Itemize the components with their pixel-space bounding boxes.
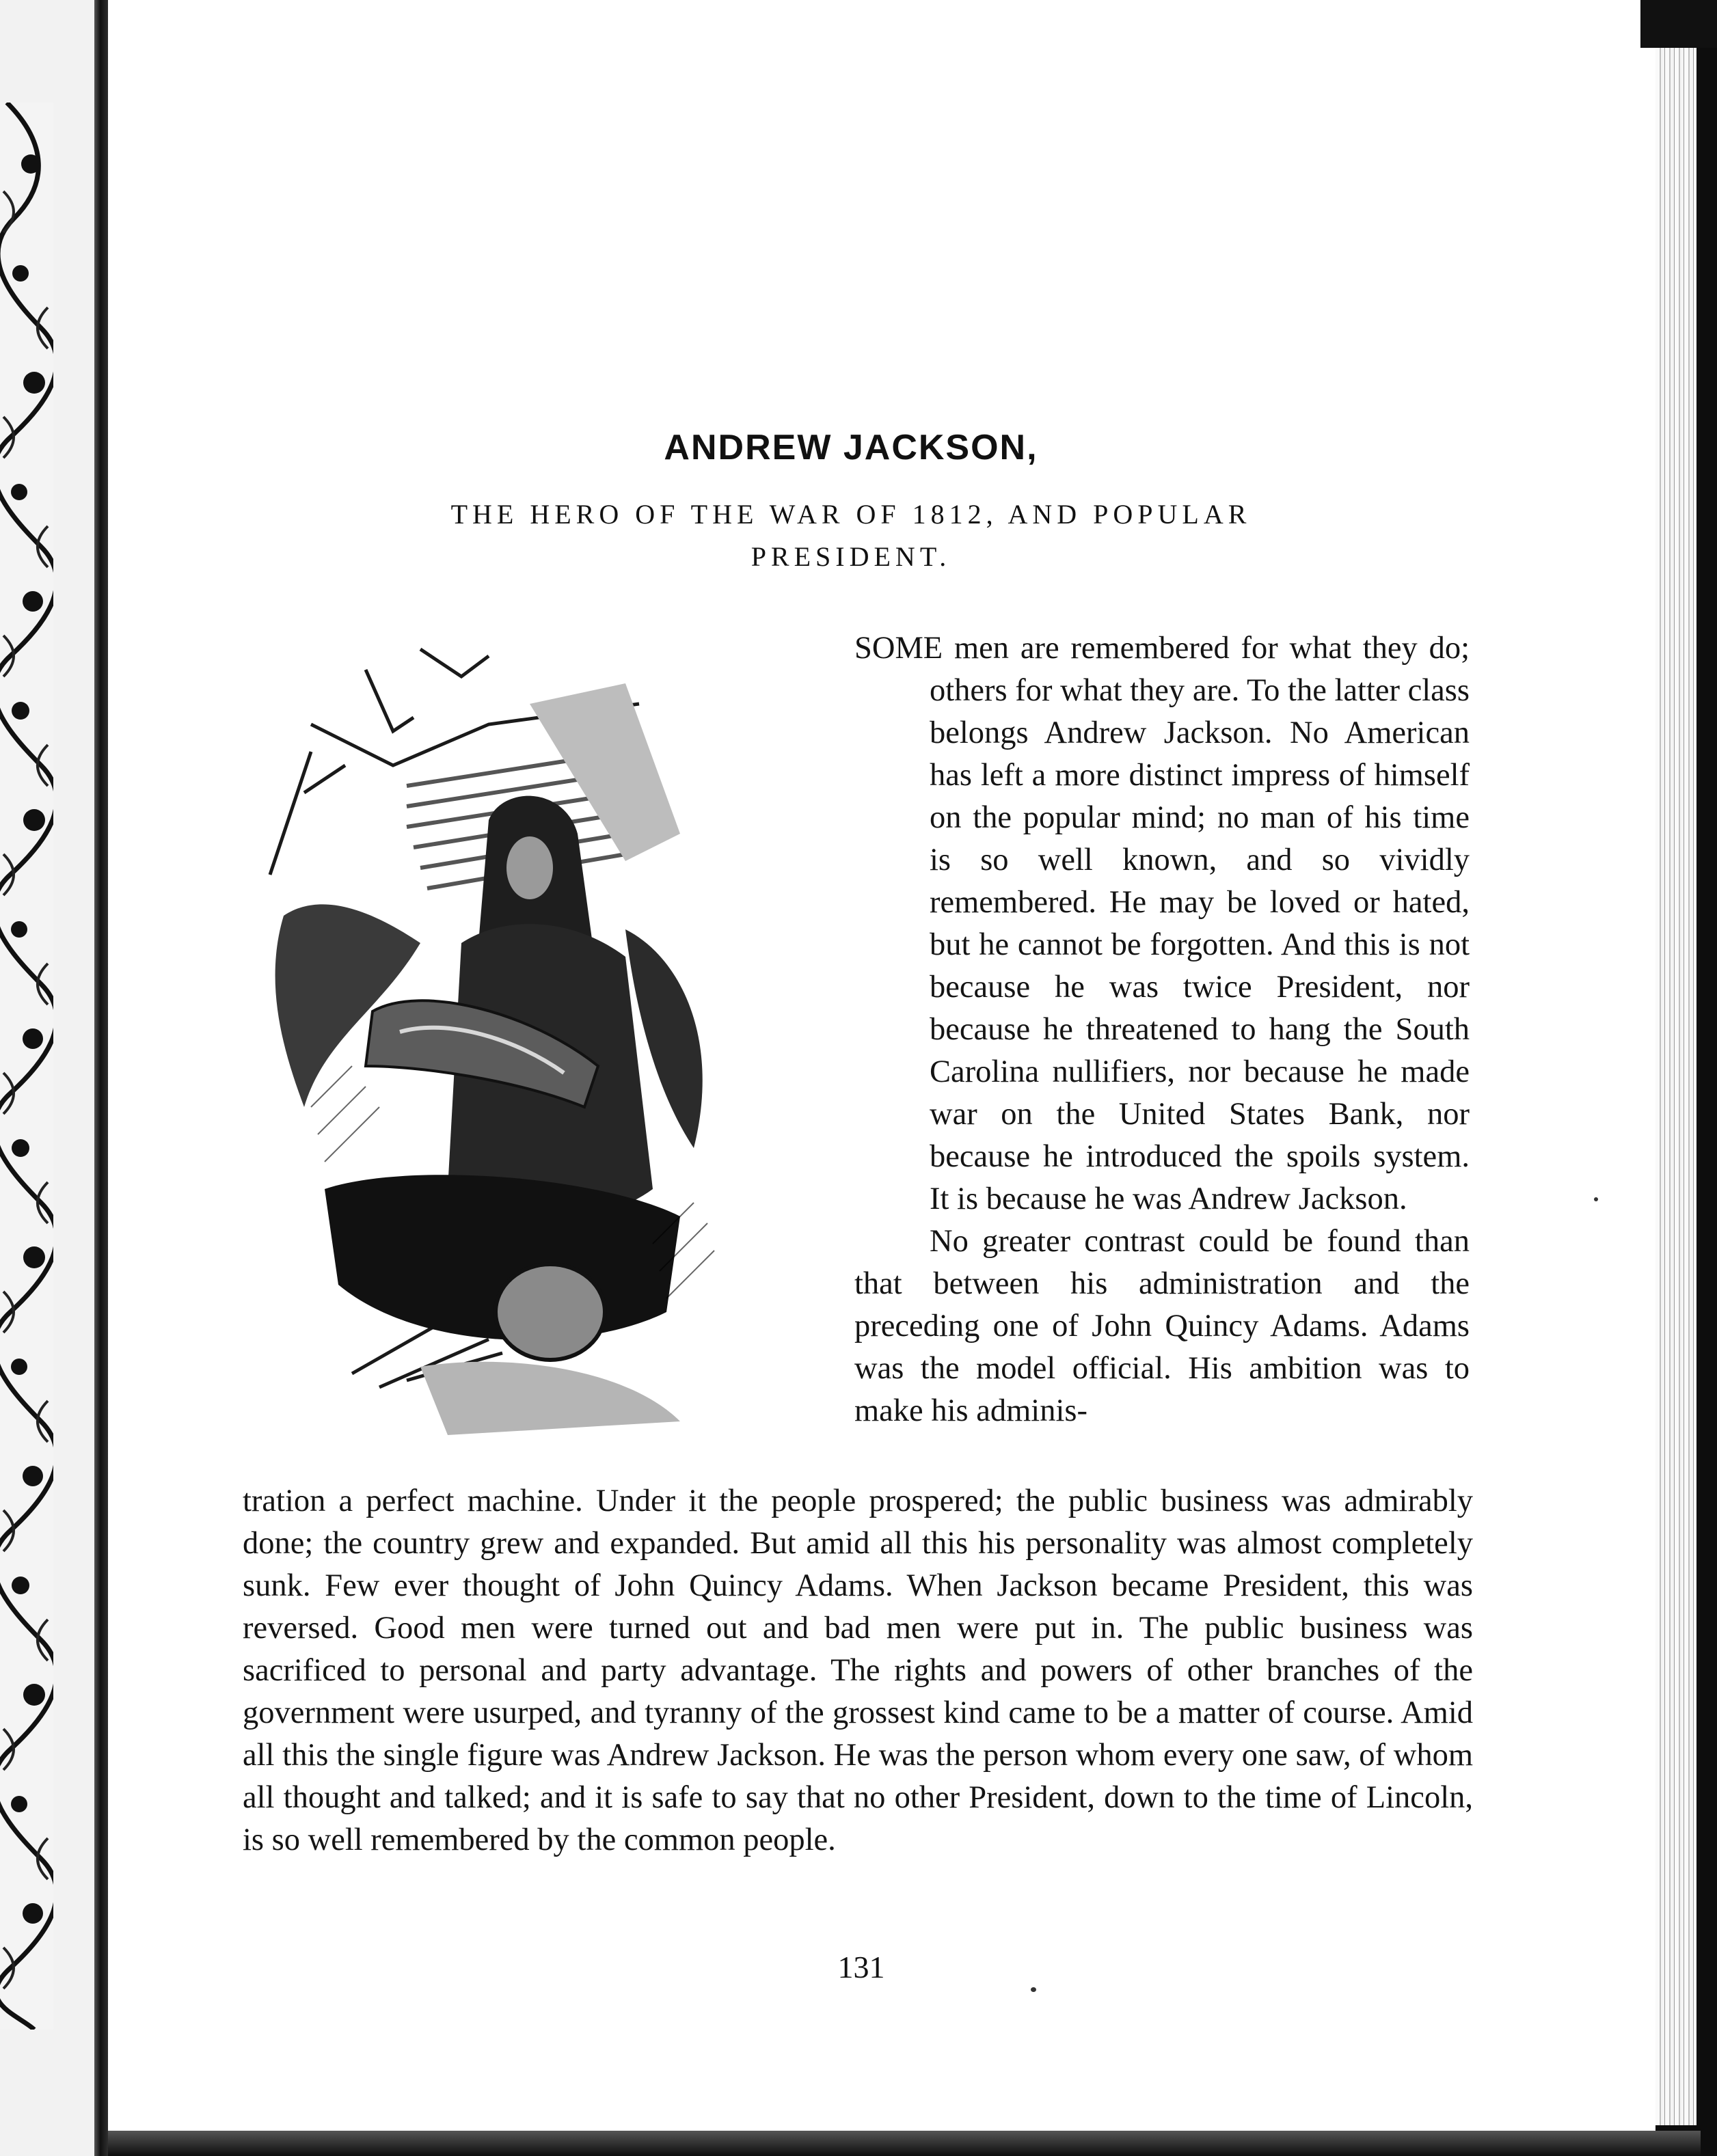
chapter-subtitle [287,493,1415,578]
page-number: 131 [837,1950,885,1984]
facing-page [0,0,103,2156]
right-column-text [854,627,1470,1432]
woman-with-cradle-engraving-icon [243,629,776,1449]
ornamental-border-icon [0,103,53,2030]
paragraph-2-continuation: tration a perfect machine. Under it the people prospered; the public business was admirably done; the country grew and expanded. But amid all this his personality was almost completely sunk. Few ever thought of John Quincy Adams. When Jackson became President, this was reversed. Good men were turned out and bad men were put in. The public business was sacrificed to personal and party advantage. The rights and powers of other branches of the government were usurped, and tyranny of the grossest kind came to be a matter of course. Amid all this the single figure was Andrew Jackson. He was the person whom every one saw, of whom all thought and talked; and it is safe to say that no other President, down to the time of Lincoln, is so well remembered by the common people. [243,1484,1473,1857]
paragraph-1: SOME men are remembered for what they do; others for what they are. To the latter class belongs Andrew Jackson. No American has left a more distinct impress of himself on the popular mind; no man of his time is so well known, and so vividly remembered. He may be loved or hated, but he cannot be forgotten. And this is not because he was twice President, nor because he threatened to hang the South Carolina nullifiers, nor because he made war on the United States Bank, nor because he introduced the spoils system. It is because he was Andrew Jackson. [854,631,1470,1216]
book-gutter [94,0,109,2156]
bottom-shadow [108,2131,1701,2156]
paragraph-2-column: No greater contrast could be found than that between his administration and the preceding one of John Quincy Adams. Adams was the model official. His ambition was to make his adminis- [854,1224,1470,1428]
book-corner [1640,0,1717,48]
chapter-title: ANDREW JACKSON, [664,428,1038,467]
subtitle-line-2: PRESIDENT. [751,541,951,572]
page-edges [1655,0,1696,2125]
subtitle-line-1: THE HERO OF THE WAR OF 1812, AND POPULAR [450,499,1252,530]
